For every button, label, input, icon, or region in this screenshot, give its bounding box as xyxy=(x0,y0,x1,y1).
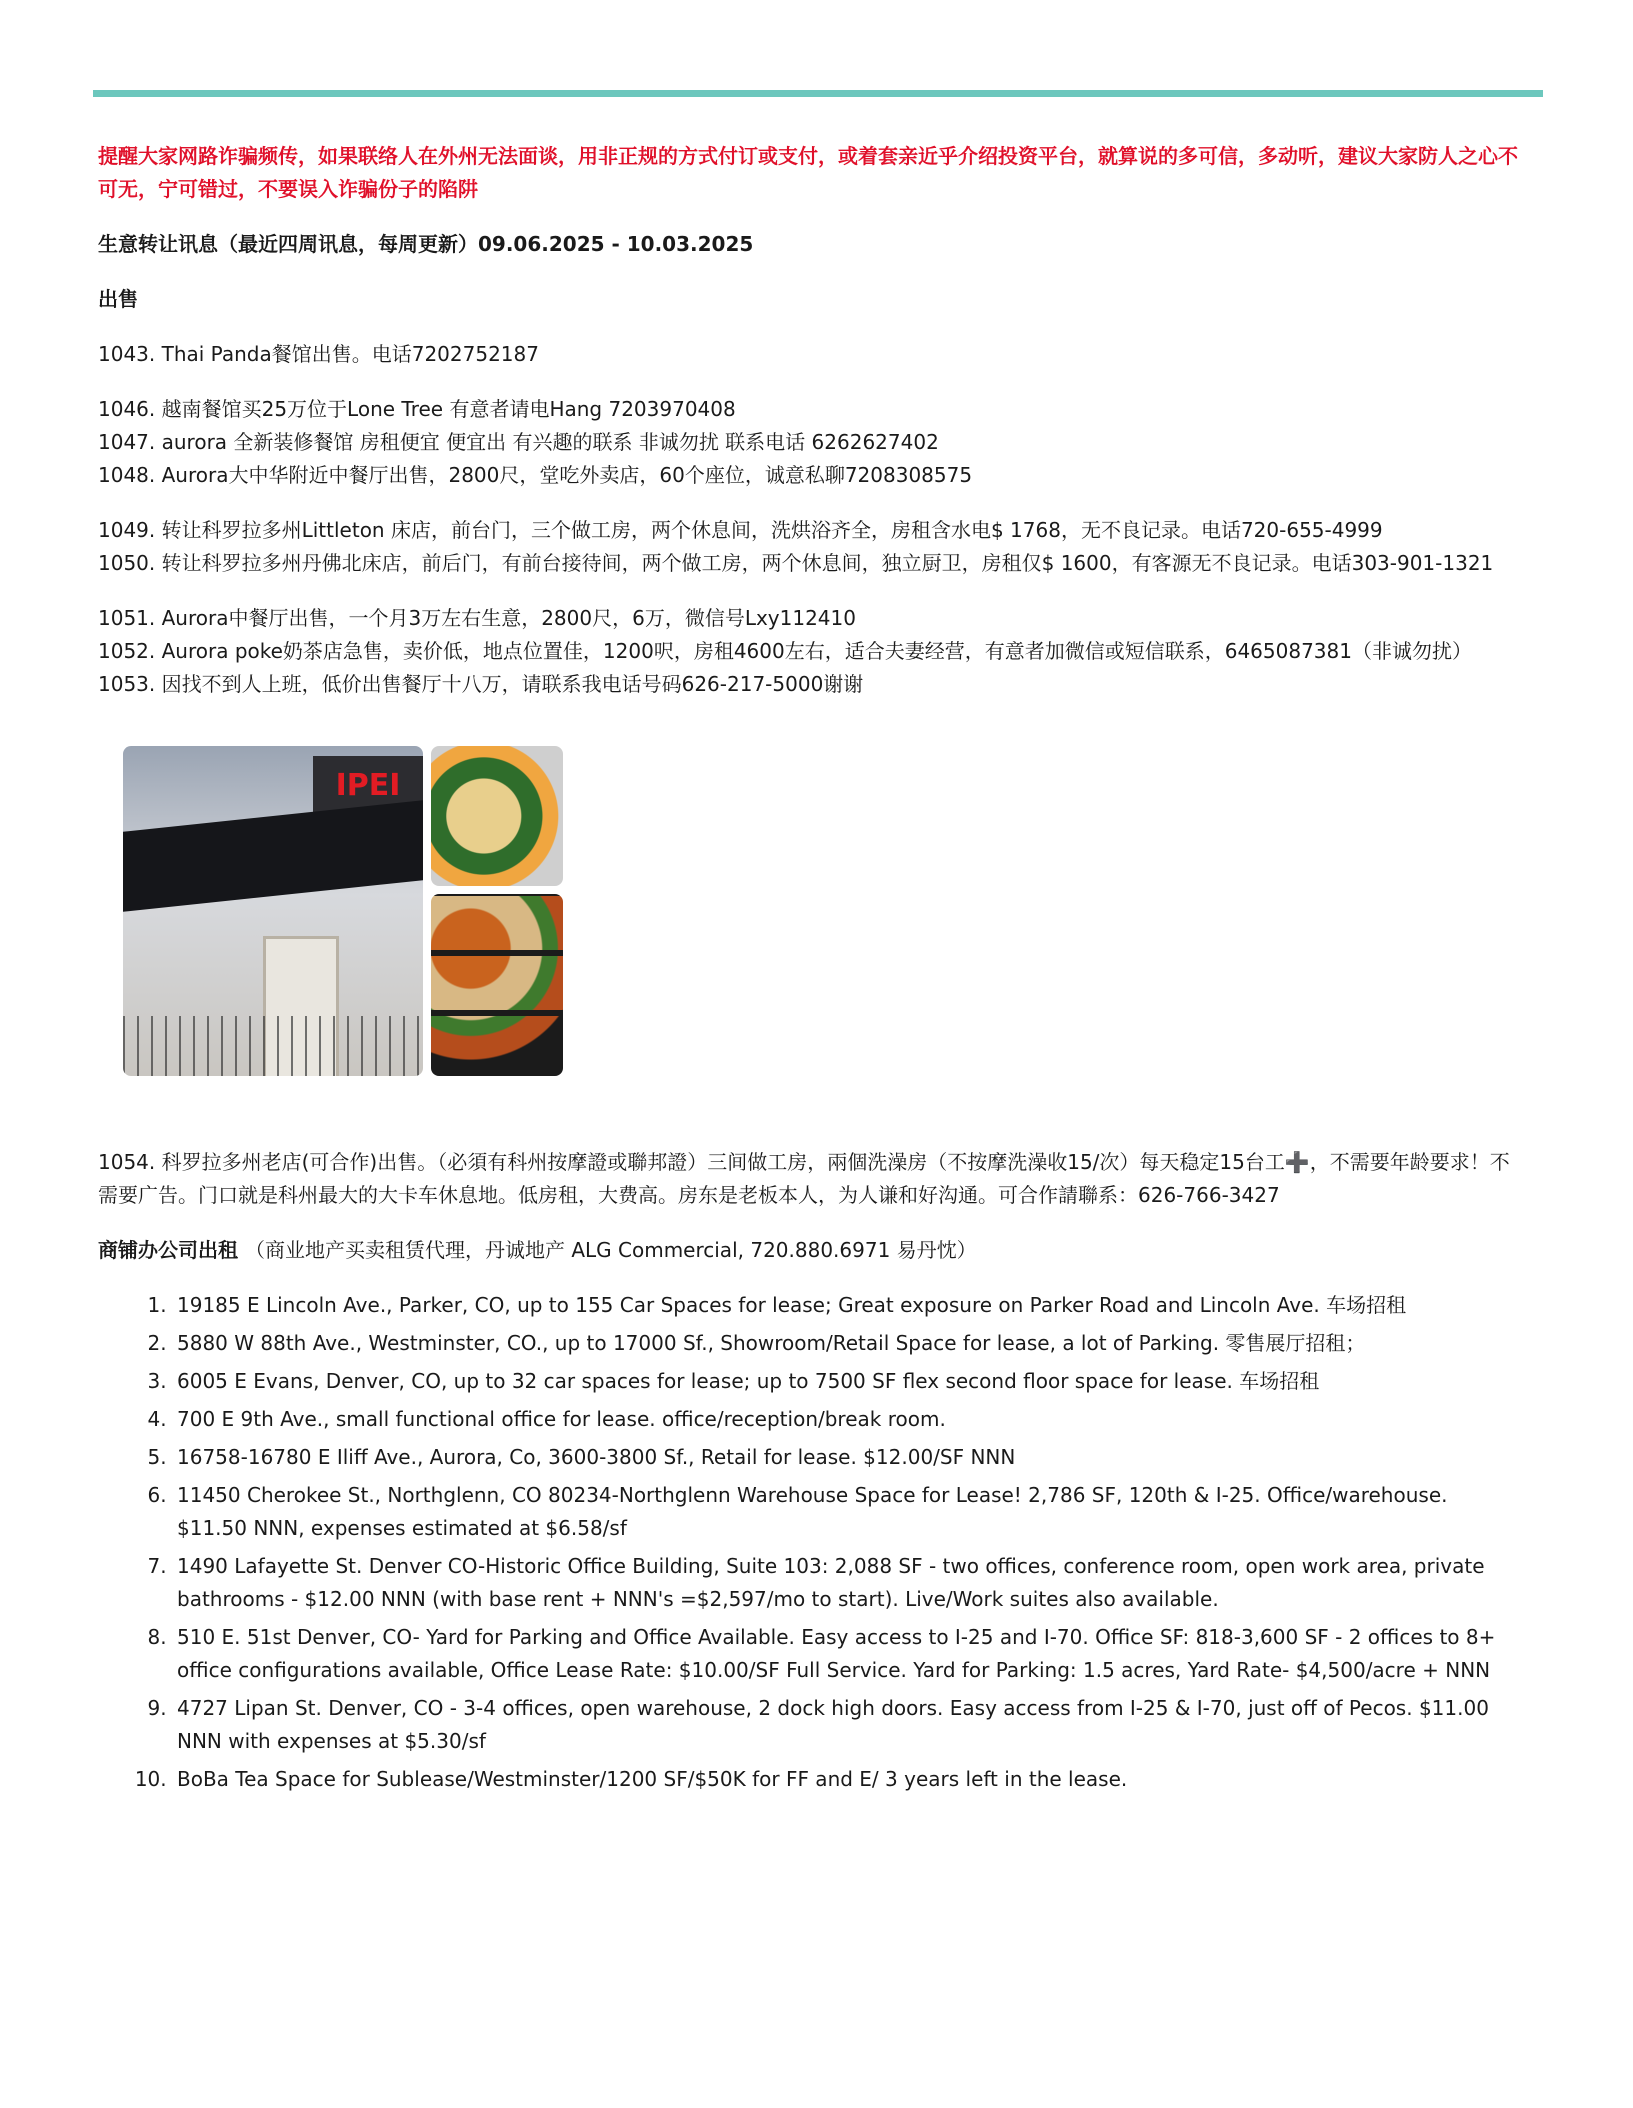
lease-list xyxy=(98,1289,1523,1796)
list-item: 7. 1490 Lafayette St. Denver CO-Historic Office Building, Suite 103: 2,088 SF - two offices, conference room, open work area, private bathrooms - $12.00 NNN (with base rent + NNN's =$2,597/mo to start). Live/Work suites also available. xyxy=(173,1550,1523,1616)
sale-item: 1052. Aurora poke奶茶店急售，卖价低，地点位置佳，1200呎，房租4600左右，适合夫妻经营，有意者加微信或短信联系，6465087381（非诚勿扰） xyxy=(98,639,1472,663)
meal-boxes-photo xyxy=(431,894,563,1076)
list-item: 6. 11450 Cherokee St., Northglenn, CO 80234-Northglenn Warehouse Space for Lease! 2,786 SF, 120th & I-25. Office/warehouse. $11.50 NNN, expenses estimated at $6.58/sf xyxy=(173,1479,1523,1545)
sale-item: 1051. Aurora中餐厅出售，一个月3万左右生意，2800尺，6万，微信号Lxy112410 xyxy=(98,606,856,630)
sale-heading: 出售 xyxy=(98,287,138,311)
sale-group-3 xyxy=(98,514,1523,580)
list-item: 3. 6005 E Evans, Denver, CO, up to 32 car spaces for lease; up to 7500 SF flex second floor space for lease. 车场招租 xyxy=(173,1365,1523,1398)
sale-item-1054 xyxy=(98,1146,1523,1212)
list-item: 10. BoBa Tea Space for Sublease/Westminster/1200 SF/$50K for FF and E/ 3 years left in the lease. xyxy=(173,1763,1523,1796)
sale-group-4 xyxy=(98,602,1523,701)
sale-group-1 xyxy=(98,338,1523,371)
top-accent-bar xyxy=(93,90,1543,97)
list-item: 5. 16758-16780 E Iliff Ave., Aurora, Co, 3600-3800 Sf., Retail for lease. $12.00/SF NNN xyxy=(173,1441,1523,1474)
storefront-photo xyxy=(123,746,423,1076)
scam-warning: 提醒大家网路诈骗频传，如果联络人在外州无法面谈，用非正规的方式付订或支付，或着套亲近乎介绍投资平台，就算说的多可信，多动听，建议大家防人之心不可无，宁可错过，不要误入诈骗份子的陷阱 xyxy=(98,144,1518,201)
lease-heading xyxy=(98,1234,1523,1267)
awning-shape xyxy=(123,800,423,912)
lease-heading-subtitle: （商业地产买卖租赁代理，丹诚地产 ALG Commercial, 720.880.6971 易丹忱） xyxy=(244,1238,977,1262)
sale-group-2 xyxy=(98,393,1523,492)
sale-item: 1050. 转让科罗拉多州丹佛北床店，前后门，有前台接待间，两个做工房，两个休息间，独立厨卫，房租仅$ 1600，有客源无不良记录。电话303-901-1321 xyxy=(98,551,1494,575)
sale-item: 1047. aurora 全新装修餐馆 房租便宜 便宜出 有兴趣的联系 非诚勿扰 联系电话 6262627402 xyxy=(98,430,939,454)
sale-item: 1048. Aurora大中华附近中餐厅出售，2800尺，堂吃外卖店，60个座位，诚意私聊7208308575 xyxy=(98,463,973,487)
list-item: 9. 4727 Lipan St. Denver, CO - 3-4 offices, open warehouse, 2 dock high doors. Easy access from I-25 & I-70, just off of Pecos. $11.00 NNN with expenses at $5.30/sf xyxy=(173,1692,1523,1758)
restaurant-photo-collage xyxy=(123,746,563,1076)
list-item: 8. 510 E. 51st Denver, CO- Yard for Parking and Office Available. Easy access to I-25 and I-70. Office SF: 818-3,600 SF - 2 offices to 8+ office configurations available, Office Lease Rate: $10.00/SF Full Service. Yard for Parking: 1.5 acres, Yard Rate- $4,500/acre + NNN xyxy=(173,1621,1523,1687)
storefront-sign: IPEI xyxy=(313,756,423,816)
railing-shape xyxy=(123,1016,423,1076)
plus-icon: ➕ xyxy=(1284,1150,1310,1174)
sale-item: 1049. 转让科罗拉多州Littleton 床店，前台门，三个做工房，两个休息间，洗烘浴齐全，房租含水电$ 1768，无不良记录。电话720-655-4999 xyxy=(98,518,1383,542)
transfer-heading: 生意转让讯息（最近四周讯息，每周更新）09.06.2025 - 10.03.2025 xyxy=(98,232,754,256)
item-1054-text-start: 1054. 科罗拉多州老店(可合作)出售。（必須有科州按摩證或聯邦證）三间做工房，兩個洗澡房（不按摩洗澡收15/次）每天稳定15台工 xyxy=(98,1150,1285,1174)
list-item: 1. 19185 E Lincoln Ave., Parker, CO, up to 155 Car Spaces for lease; Great exposure on Parker Road and Lincoln Ave. 车场招租 xyxy=(173,1289,1523,1322)
list-item: 4. 700 E 9th Ave., small functional office for lease. office/reception/break room. xyxy=(173,1403,1523,1436)
sale-item: 1043. Thai Panda餐馆出售。电话7202752187 xyxy=(98,342,539,366)
sale-item: 1046. 越南餐馆买25万位于Lone Tree 有意者请电Hang 7203970408 xyxy=(98,397,736,421)
sale-item: 1053. 因找不到人上班，低价出售餐厅十八万，请联系我电话号码626-217-5000谢谢 xyxy=(98,672,864,696)
page-content xyxy=(98,140,1523,1801)
item-1054-text-end: ，不需要年龄要求！不需要广告。门口就是科州最大的大卡车休息地。低房租，大费高。房东是老板本人，为人谦和好沟通。可合作請聯系：626-766-3427 xyxy=(98,1150,1510,1207)
lease-heading-title: 商铺办公司出租 xyxy=(98,1238,238,1262)
fried-rice-photo xyxy=(431,746,563,886)
list-item: 2. 5880 W 88th Ave., Westminster, CO., up to 17000 Sf., Showroom/Retail Space for lease, a lot of Parking. 零售展厅招租； xyxy=(173,1327,1523,1360)
